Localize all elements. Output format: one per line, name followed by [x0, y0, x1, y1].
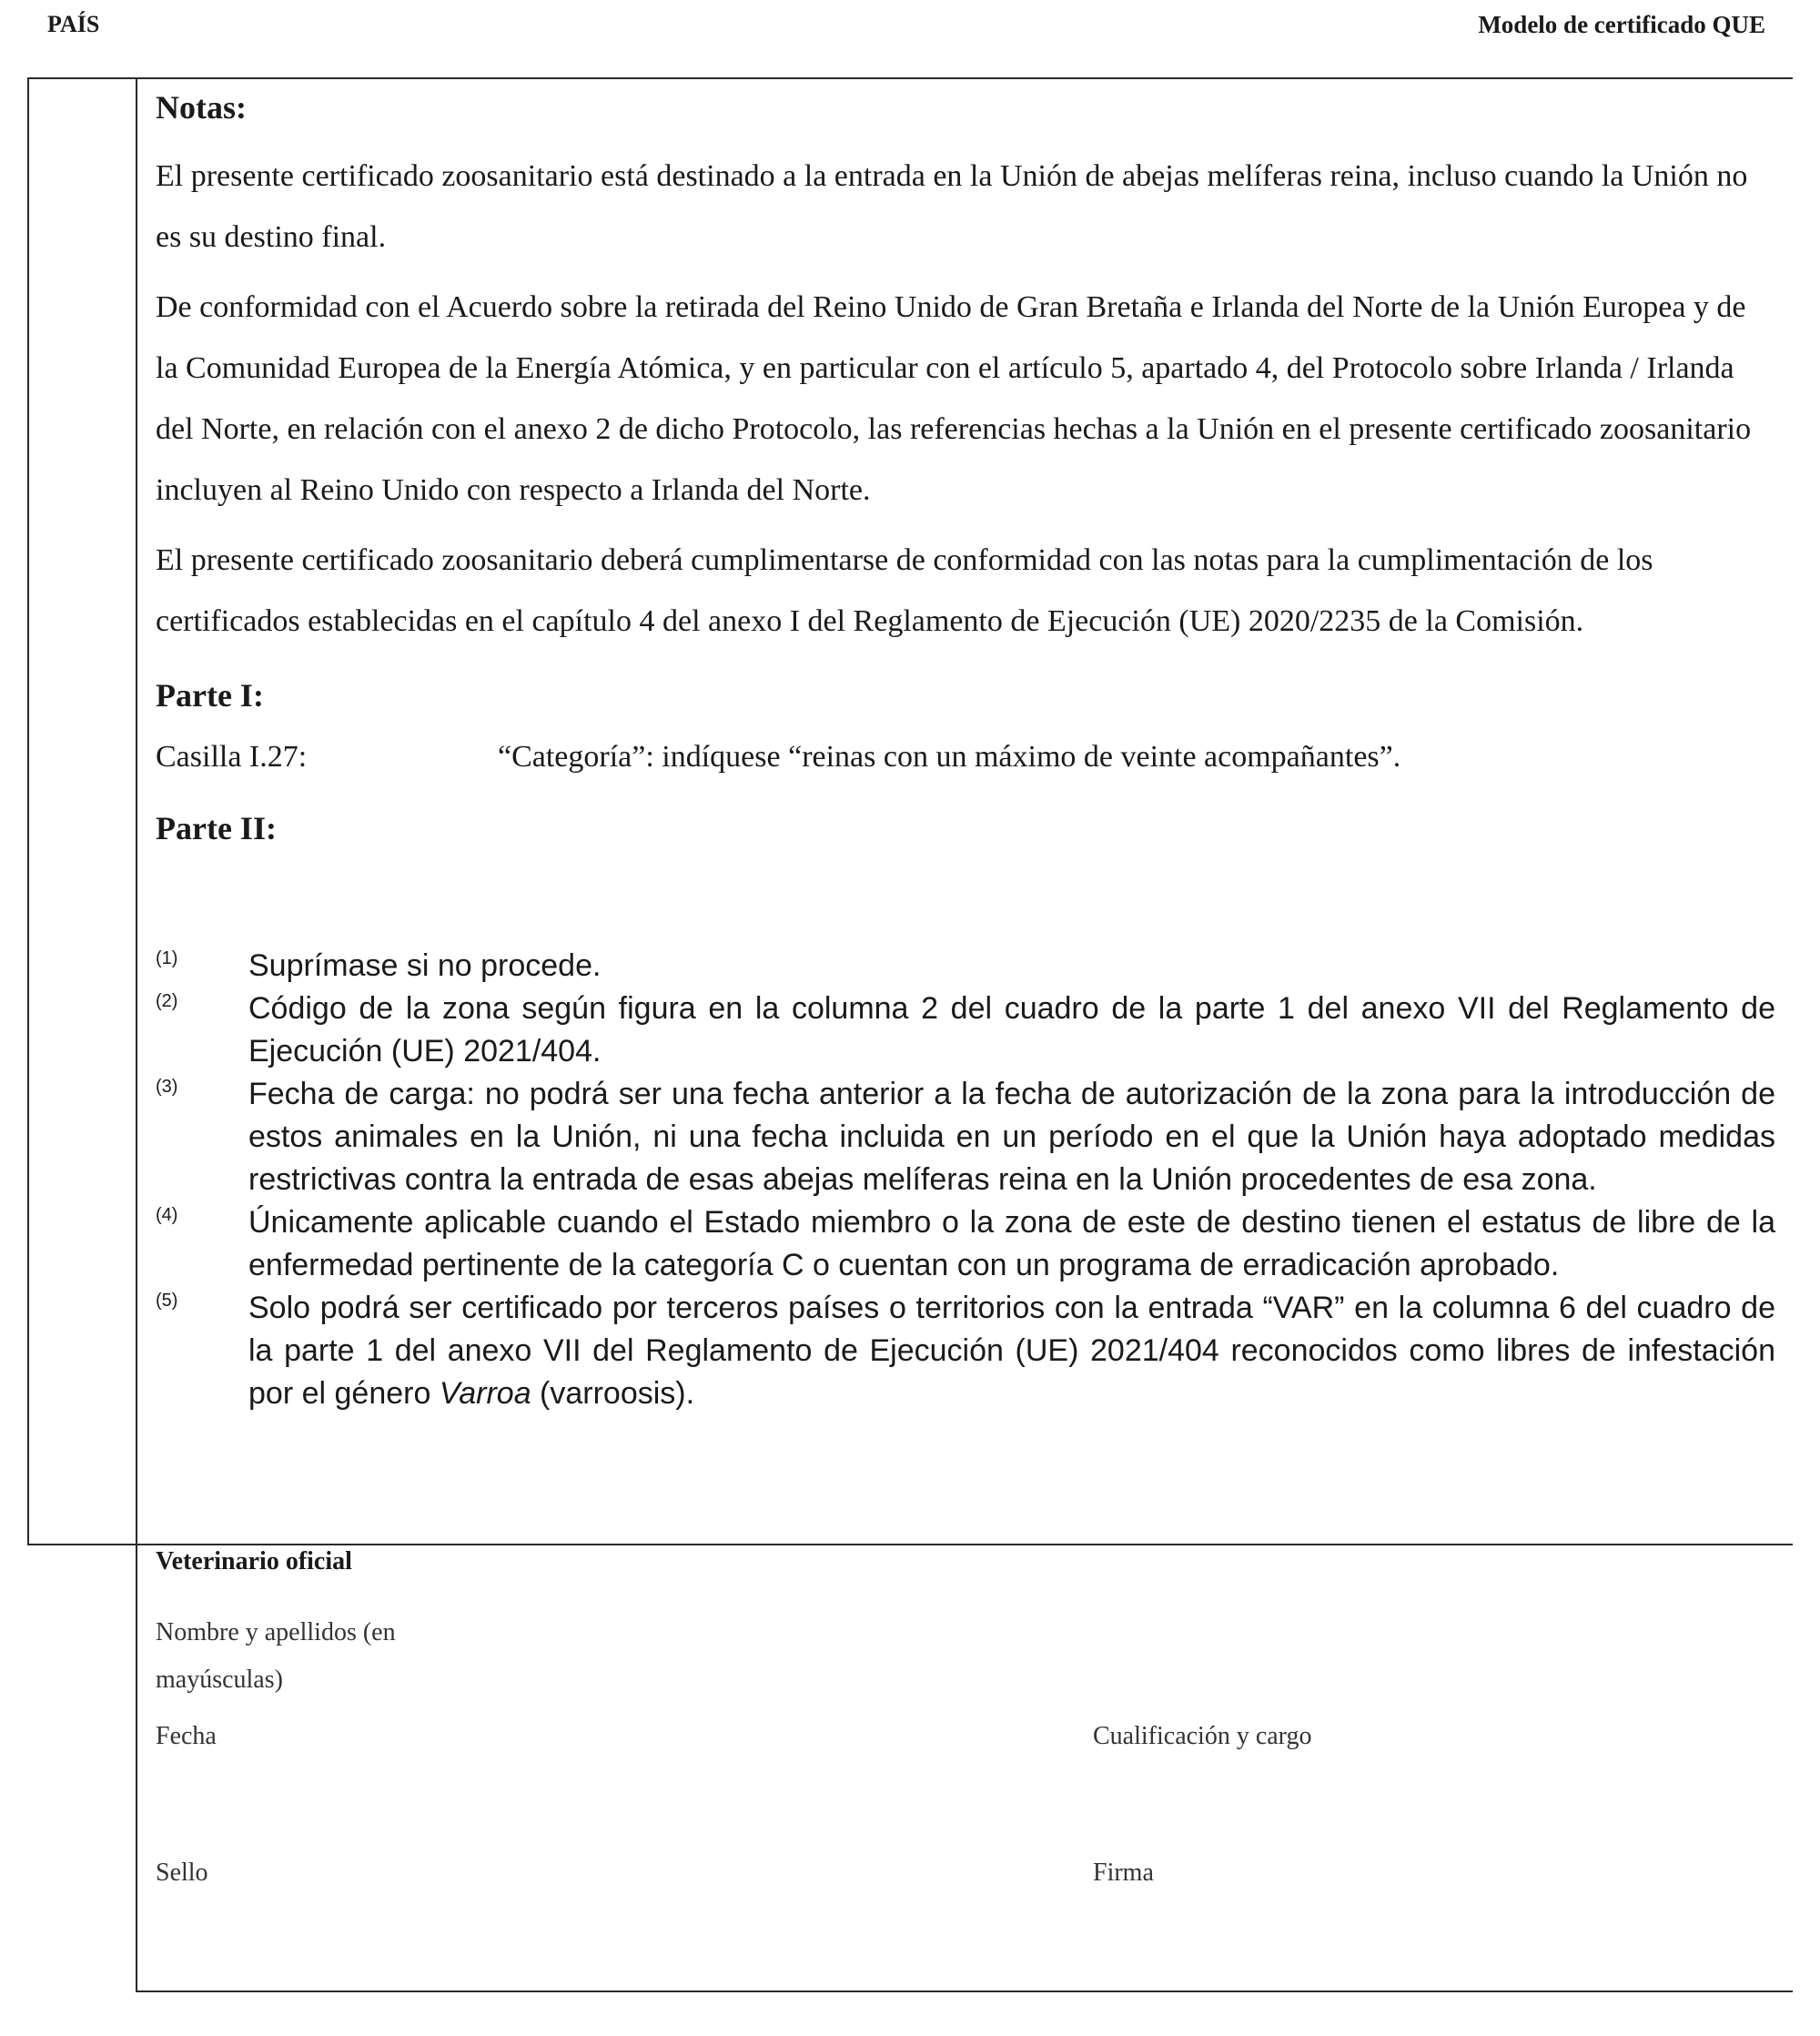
- part-2-title: Parte II:: [156, 810, 277, 846]
- frame-top-line: [27, 77, 1793, 79]
- note-paragraph: De conformidad con el Acuerdo sobre la retirada del Reino Unido de Gran Bretaña e Irlanda del Norte de la Unión Europea y de la Comunidad Europea de la Energía Atómica, y en particular con el artículo 5, apartado 4, del Protocolo sobre Irlanda / Irlanda del Norte, en relación con el anexo 2 de dicho Protocolo, las referencias hechas a la Unión en el presente certificado zoosanitario incluyen al Reino Unido con respecto a Irlanda del Norte.: [156, 290, 1752, 507]
- certificate-model-label: Modelo de certificado QUE: [1478, 11, 1765, 38]
- note-paragraph: El presente certificado zoosanitario está destinado a la entrada en la Unión de abejas melíferas reina, incluso cuando la Unión no es su destino final.: [156, 159, 1748, 254]
- frame-inner-line: [136, 77, 137, 1992]
- footnote-number: (1): [156, 948, 178, 968]
- footnote-number: (5): [156, 1291, 178, 1311]
- footnote-text: Suprímase si no procede.: [248, 948, 602, 983]
- footnote-number: (2): [156, 991, 178, 1011]
- signature-label: Firma: [1093, 1859, 1154, 1887]
- footnote-number: (4): [156, 1205, 178, 1225]
- box-label: Casilla I.27:: [156, 740, 308, 774]
- footnote-text: Código de la zona según figura en la columna 2 del cuadro de la parte 1 del anexo VII del Reglamento de Ejecución (UE) 2021/404.: [248, 991, 1775, 1069]
- footnotes-list: [156, 945, 1775, 1415]
- footnote-text: [248, 1287, 1775, 1415]
- footnote-item: [156, 988, 1775, 1073]
- footnote-text-start: Solo podrá ser certificado por terceros países o territorios con la entrada “VAR” en la columna 6 del cuadro de la parte 1 del anexo VII del Reglamento de Ejecución (UE) 2021/404 reconocidos como libres de infestación por el género: [248, 1291, 1775, 1411]
- footnote-text: Únicamente aplicable cuando el Estado miembro o la zona de este de destino tienen el estatus de libre de la enfermedad pertinente de la categoría C o cuentan con un programa de erradicación aprobado.: [248, 1205, 1775, 1282]
- footnote-text-end: (varroosis).: [531, 1376, 695, 1411]
- frame-middle-line: [27, 1544, 1793, 1545]
- stamp-label: Sello: [156, 1859, 208, 1887]
- country-label: PAÍS: [47, 11, 100, 37]
- footnote-text: Fecha de carga: no podrá ser una fecha anterior a la fecha de autorización de la zona para la introducción de estos animales en la Unión, ni una fecha incluida en un período en el que la Unión haya adoptado medidas restrictivas contra la entrada de esas abejas melíferas reina en la Unión procedentes de esa zona.: [248, 1077, 1775, 1197]
- note-paragraph: El presente certificado zoosanitario deberá cumplimentarse de conformidad con las notas para la cumplimentación de los certificados establecidas en el capítulo 4 del anexo I del Reglamento de Ejecución (UE) 2020/2235 de la Comisión.: [156, 543, 1653, 638]
- part-1-title: Parte I:: [156, 677, 264, 714]
- footnote-item: [156, 1287, 1775, 1415]
- frame-bottom-line: [136, 1990, 1793, 1992]
- footnote-number: (3): [156, 1077, 178, 1097]
- footnote-item: [156, 1201, 1775, 1287]
- footnote-italic-genus: Varroa: [439, 1376, 531, 1411]
- frame-left-line: [27, 77, 29, 1545]
- notes-section: [156, 86, 1775, 863]
- date-label: Fecha: [156, 1722, 217, 1750]
- notes-title: Notas:: [156, 89, 247, 126]
- box-instruction-row: [156, 730, 1775, 785]
- name-label: Nombre y apellidos (en mayúsculas): [156, 1618, 396, 1694]
- box-instruction-text: “Categoría”: indíquese “reinas con un máximo de veinte acompañantes”.: [498, 740, 1401, 774]
- footnote-item: [156, 1073, 1775, 1201]
- footnote-item: [156, 945, 1775, 988]
- qualification-label: Cualificación y cargo: [1093, 1722, 1312, 1750]
- veterinarian-title: Veterinario oficial: [156, 1547, 352, 1575]
